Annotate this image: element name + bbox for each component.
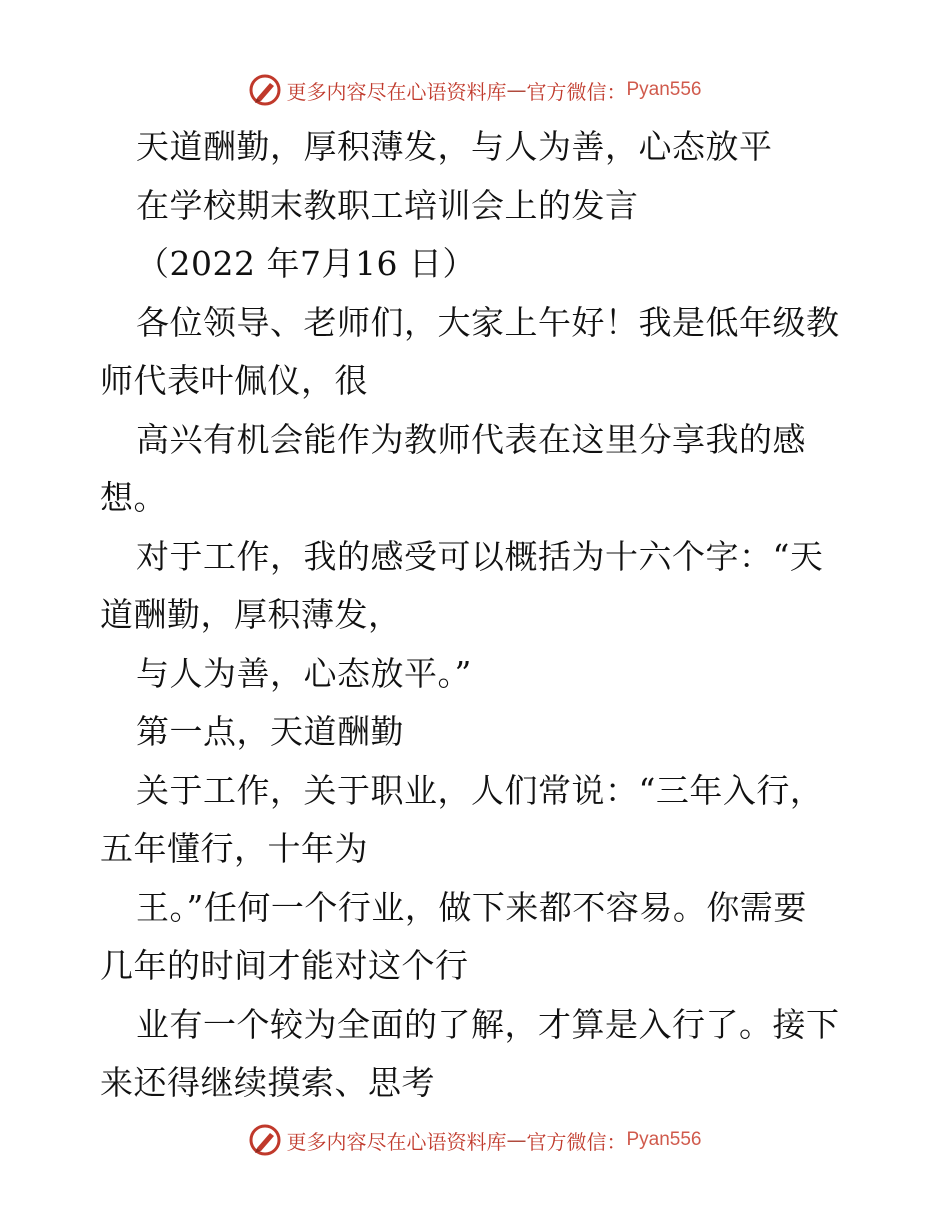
banner-separator: —: [506, 1128, 527, 1152]
paragraph-line: 各位领导、老师们，大家上午好！我是低年级教: [136, 302, 840, 342]
footer-banner: [0, 1120, 950, 1160]
section-heading: 第一点，天道酬勤: [136, 712, 404, 751]
banner-official-label: 官方微信：: [526, 1129, 627, 1154]
paragraph-line: 关于工作，关于职业，人们常说：“三年入行，: [136, 770, 824, 810]
paragraph-line: 道酬勤，厚积薄发，: [100, 595, 402, 634]
paragraph-line: 业有一个较为全面的了解，才算是入行了。接下: [136, 1004, 840, 1044]
paragraph-line: 几年的时间才能对这个行: [100, 946, 469, 985]
header-banner: [0, 70, 950, 110]
paragraph-line: 高兴有机会能作为教师代表在这里分享我的感: [136, 419, 806, 459]
paragraph-line: 来还得继续摸索、思考: [100, 1063, 435, 1102]
paragraph-line: 对于工作，我的感受可以概括为十六个字：“天: [136, 536, 824, 576]
doc-date: （2022 年7月16 日）: [136, 244, 476, 283]
banner-separator: —: [506, 78, 527, 102]
paragraph-line: 想。: [100, 478, 167, 517]
banner-official-label: 官方微信：: [526, 79, 627, 104]
doc-title: 天道酬勤，厚积薄发，与人为善，心态放平: [136, 127, 773, 166]
pen-logo-icon: [248, 73, 282, 107]
doc-subtitle: 在学校期末教职工培训会上的发言: [136, 185, 639, 225]
document-body: [100, 118, 860, 1113]
banner-wechat-id: Pyan556: [626, 79, 702, 100]
banner-wechat-id: Pyan556: [626, 1129, 702, 1150]
paragraph-line: 王。”任何一个行业，做下来都不容易。你需要: [136, 887, 807, 927]
paragraph-line: 五年懂行，十年为: [100, 829, 368, 868]
paragraph-line: 与人为善，心态放平。”: [136, 653, 472, 693]
pen-logo-icon: [248, 1123, 282, 1157]
banner-main-text: 更多内容尽在心语资料库: [286, 1129, 507, 1154]
banner-main-text: 更多内容尽在心语资料库: [286, 79, 507, 104]
paragraph-line: 师代表叶佩仪，很: [100, 361, 368, 400]
